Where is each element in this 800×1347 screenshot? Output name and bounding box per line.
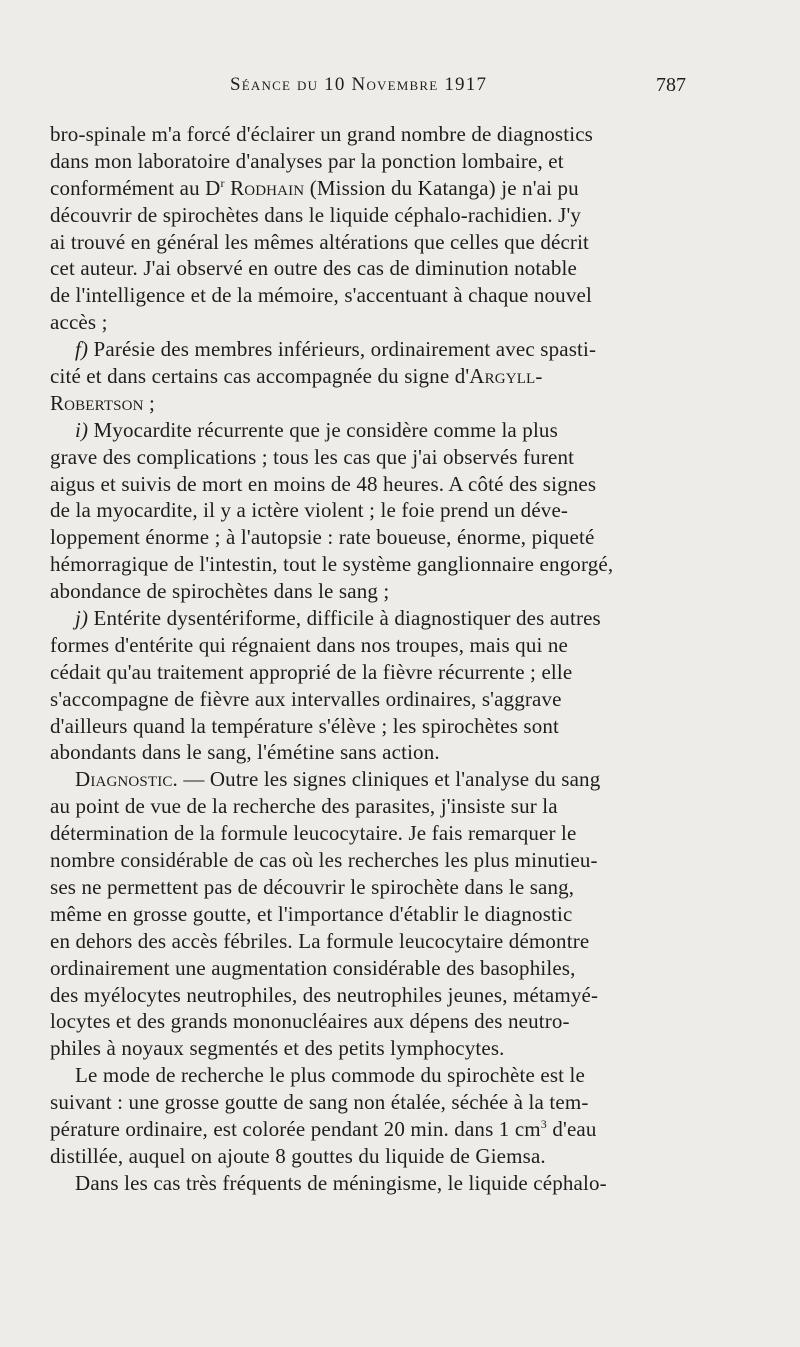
text-line: grave des complications ; tous les cas que j'ai observés furent: [50, 444, 575, 469]
author-name: Rodhain: [230, 175, 305, 200]
text-line: dans mon laboratoire d'analyses par la ponction lombaire, et: [50, 148, 564, 173]
text-line: de la myocardite, il y a ictère violent ; le foie prend un déve-: [50, 498, 569, 523]
text-segment: cité et dans certains cas accompagnée du signe d': [50, 364, 470, 389]
text-line: abondants dans le sang, l'émétine sans action.: [50, 740, 440, 765]
text-line: distillée, auquel on ajoute 8 gouttes du liquide de Giemsa.: [50, 1143, 546, 1168]
text-line: nombre considérable de cas où les recherches les plus minutieu-: [50, 848, 598, 873]
text-line: bro-spinale m'a forcé d'éclairer un grand nombre de diagnostics: [50, 122, 593, 146]
text-segment: d'eau: [552, 1116, 597, 1141]
text-line: [50, 417, 696, 444]
superscript: 3: [540, 1116, 547, 1131]
text-segment: ;: [149, 390, 156, 415]
text-line: loppement énorme ; à l'autopsie : rate boueuse, énorme, piqueté: [50, 525, 595, 550]
list-marker: f): [75, 337, 89, 362]
text-line: cet auteur. J'ai observé en outre des cas de diminution notable: [50, 256, 577, 281]
text-line: [50, 390, 696, 417]
text-line: Dans les cas très fréquents de méningisme, le liquide céphalo-: [75, 1170, 607, 1195]
text-segment: — Outre les signes cliniques et l'analyse du sang: [183, 767, 601, 792]
text-line: ai trouvé en général les mêmes altérations que celles que décrit: [50, 229, 590, 254]
text-segment: Parésie des membres inférieurs, ordinairement avec spasti-: [93, 337, 597, 362]
author-name: Argyll-: [469, 364, 543, 389]
text-line: en dehors des accès fébriles. La formule leucocytaire démontre: [50, 928, 590, 953]
text-line: [50, 336, 696, 363]
text-line: hémorragique de l'intestin, tout le système ganglionnaire engorgé,: [50, 552, 614, 577]
text-line: même en grosse goutte, et l'importance d'établir le diagnostic: [50, 901, 573, 926]
text-line: suivant : une grosse goutte de sang non étalée, séchée à la tem-: [50, 1090, 589, 1115]
text-line: [50, 605, 696, 632]
list-marker: j): [75, 606, 89, 631]
text-segment: Myocardite récurrente que je considère comme la plus: [93, 417, 558, 442]
text-line: d'ailleurs quand la température s'élève ; les spirochètes sont: [50, 713, 560, 738]
text-line: accès ;: [50, 310, 108, 335]
text-segment: conformément au D: [50, 175, 221, 200]
text-line: au point de vue de la recherche des parasites, j'insiste sur la: [50, 794, 558, 819]
text-line: cédait qu'au traitement approprié de la fièvre récurrente ; elle: [50, 659, 573, 684]
superscript: r: [220, 175, 225, 190]
text-line: philes à noyaux segmentés et des petits lymphocytes.: [50, 1036, 505, 1061]
body-text: [50, 121, 696, 1197]
running-title: Séance du 10 Novembre 1917: [230, 74, 488, 95]
page-header: [50, 74, 686, 104]
text-segment: (Mission du Katanga) je n'ai pu: [309, 175, 579, 200]
text-line: [50, 175, 696, 202]
author-name: Robertson: [50, 390, 144, 415]
text-line: [50, 766, 696, 793]
text-segment: Entérite dysentériforme, difficile à diagnostiquer des autres: [93, 606, 601, 631]
list-marker: i): [75, 417, 89, 442]
section-heading: Diagnostic.: [75, 767, 178, 792]
text-line: [50, 363, 696, 390]
text-line: ordinairement une augmentation considérable des basophiles,: [50, 955, 576, 980]
text-line: de l'intelligence et de la mémoire, s'accentuant à chaque nouvel: [50, 283, 592, 308]
text-line: [50, 1116, 696, 1143]
text-line: aigus et suivis de mort en moins de 48 heures. A côté des signes: [50, 471, 597, 496]
text-line: locytes et des grands mononucléaires aux dépens des neutro-: [50, 1009, 570, 1034]
text-line: ses ne permettent pas de découvrir le spirochète dans le sang,: [50, 874, 575, 899]
text-segment: pérature ordinaire, est colorée pendant 20 min. dans 1 cm: [50, 1116, 541, 1141]
text-line: Le mode de recherche le plus commode du spirochète est le: [75, 1063, 586, 1088]
text-line: découvrir de spirochètes dans le liquide céphalo-rachidien. J'y: [50, 202, 582, 227]
text-line: s'accompagne de fièvre aux intervalles ordinaires, s'aggrave: [50, 686, 562, 711]
page-number: 787: [656, 74, 686, 96]
text-line: abondance de spirochètes dans le sang ;: [50, 579, 390, 604]
text-line: des myélocytes neutrophiles, des neutrophiles jeunes, métamyé-: [50, 982, 599, 1007]
text-line: formes d'entérite qui régnaient dans nos troupes, mais qui ne: [50, 632, 568, 657]
text-line: détermination de la formule leucocytaire. Je fais remarquer le: [50, 821, 577, 846]
